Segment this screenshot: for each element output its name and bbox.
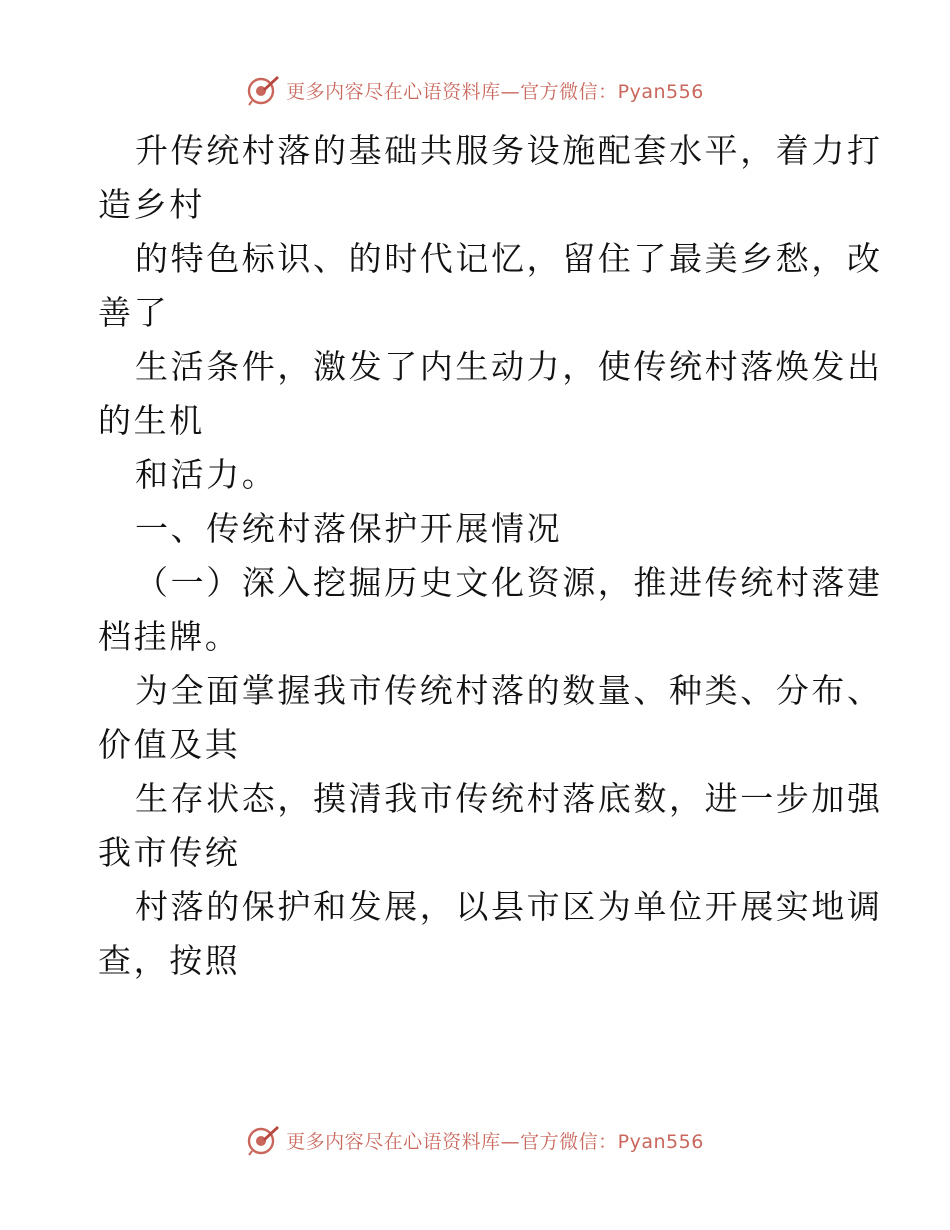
- text-line: 村落的保护和发展，以县市区为单位开展实地调: [135, 887, 883, 926]
- text-line: 档挂牌。: [98, 617, 241, 656]
- text-line: 为全面掌握我市传统村落的数量、种类、分布、: [135, 671, 883, 710]
- text-line: 造乡村: [98, 185, 205, 224]
- header-watermark: [0, 70, 950, 110]
- footer-watermark: [0, 1120, 950, 1160]
- text-line: （一）深入挖掘历史文化资源，推进传统村落建: [135, 563, 883, 602]
- text-line: 和活力。: [135, 455, 278, 494]
- text-line: 一、传统村落保护开展情况: [135, 509, 563, 548]
- text-line: 生活条件，激发了内生动力，使传统村落焕发出: [135, 347, 883, 386]
- text-line: 生存状态，摸清我市传统村落底数，进一步加强: [135, 779, 883, 818]
- text-line: 价值及其: [98, 725, 241, 764]
- pen-logo-icon: [246, 1123, 280, 1157]
- document-body: [98, 124, 883, 988]
- text-line: 我市传统: [98, 833, 241, 872]
- pen-logo-icon: [246, 73, 280, 107]
- watermark-text: 更多内容尽在心语资料库—官方微信：Pyan556: [286, 1130, 704, 1153]
- text-line: 善了: [98, 293, 170, 332]
- text-line: 查，按照: [98, 941, 241, 980]
- watermark-text: 更多内容尽在心语资料库—官方微信：Pyan556: [286, 80, 704, 103]
- text-line: 升传统村落的基础共服务设施配套水平，着力打: [135, 131, 883, 170]
- text-line: 的生机: [98, 401, 205, 440]
- text-line: 的特色标识、的时代记忆，留住了最美乡愁，改: [135, 239, 883, 278]
